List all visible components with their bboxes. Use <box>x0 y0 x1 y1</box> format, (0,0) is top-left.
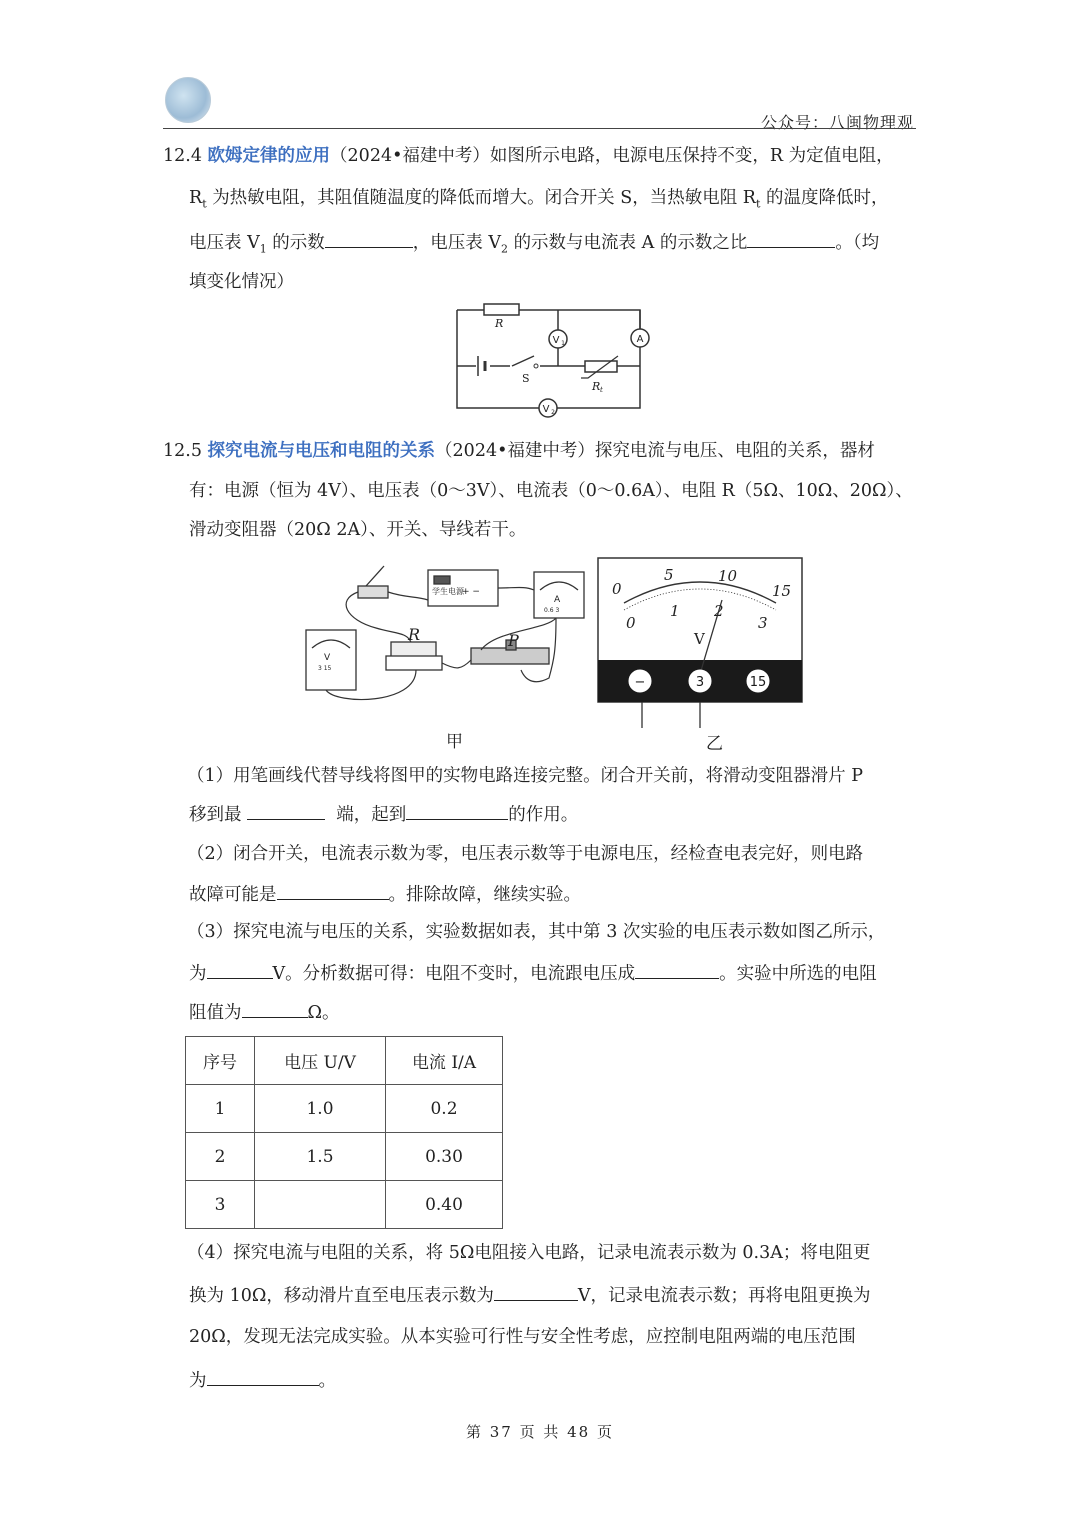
q124-line4: 填变化情况） <box>189 272 294 292</box>
q125-p1-b: 移到最 端，起到 的作用。 <box>189 801 578 827</box>
answer-blank <box>747 229 835 248</box>
q125-p4-a: （4）探究电流与电阻的关系，将 5Ω电阻接入电路，记录电流表示数为 0.3A；将电阻更 <box>187 1243 871 1263</box>
logo <box>165 77 211 123</box>
svg-text:15: 15 <box>772 582 792 600</box>
q125-p4-e: 为 。 <box>189 1367 336 1393</box>
q125-p3-b: 为 V。分析数据可得：电阻不变时，电流跟电压成 。实验中所选的电阻 <box>189 960 877 986</box>
svg-text:0.6 3: 0.6 3 <box>544 607 560 614</box>
answer-blank <box>207 960 273 979</box>
q125-p1-a: （1）用笔画线代替导线将图甲的实物电路连接完整。闭合开关前，将滑动变阻器滑片 P <box>187 766 863 786</box>
answer-blank <box>207 1367 319 1386</box>
table-cell <box>255 1181 386 1229</box>
svg-text:10: 10 <box>718 567 738 585</box>
answer-blank <box>635 960 719 979</box>
caption-yi: 乙 <box>706 734 723 754</box>
q125-p3-a: （3）探究电流与电压的关系，实验数据如表，其中第 3 次实验的电压表示数如图乙所示， <box>187 922 886 942</box>
supply-label: 学生电源 <box>432 587 464 596</box>
q125-p4-d: 20Ω，发现无法完成实验。从本实验可行性与安全性考虑，应控制电阻两端的电压范围 <box>189 1327 856 1347</box>
table-row <box>186 1181 503 1229</box>
q125-p4-b: 换为 10Ω，移动滑片直至电压表示数为 V，记录电流表示数；再将电阻更换为 <box>189 1282 870 1308</box>
q125-line3: 滑动变阻器（20Ω 2A）、开关、导线若干。 <box>189 520 527 540</box>
figure-jia-apparatus <box>296 560 596 710</box>
q124-line1: 12.4 欧姆定律的应用（2024•福建中考）如图所示电路，电源电压保持不变，R 为定值电阻， <box>163 146 894 166</box>
table-cell: 1 <box>186 1085 255 1133</box>
table-row <box>186 1085 503 1133</box>
q125-p2-b: 故障可能是 。排除故障，继续实验。 <box>189 881 581 907</box>
svg-text:+ −: + − <box>462 587 480 597</box>
label-Rt: R <box>592 380 601 393</box>
scale-bottom: 0 <box>626 614 636 632</box>
caption-jia: 甲 <box>446 732 463 752</box>
svg-text:A: A <box>636 334 644 345</box>
table-cell: 1.5 <box>255 1133 386 1181</box>
q125-p2-a: （2）闭合开关，电流表示数为零，电压表示数等于电源电压，经检查电表完好，则电路 <box>187 844 864 864</box>
answer-blank <box>247 801 325 820</box>
svg-text:−: − <box>634 675 646 690</box>
table-cell: 0.30 <box>386 1133 503 1181</box>
label-R: R <box>495 317 504 330</box>
svg-text:1: 1 <box>561 340 565 347</box>
svg-text:2: 2 <box>714 602 724 620</box>
svg-text:3: 3 <box>695 675 705 690</box>
svg-text:2: 2 <box>551 409 555 416</box>
svg-text:t: t <box>600 386 603 394</box>
table-cell: 3 <box>186 1181 255 1229</box>
answer-blank <box>277 881 389 900</box>
label-P: P <box>508 631 519 650</box>
table-cell: 0.2 <box>386 1085 503 1133</box>
q125-line1: 12.5 探究电流与电压和电阻的关系（2024•福建中考）探究电流与电压、电阻的关系，器材 <box>163 441 875 461</box>
circuit-diagram <box>440 300 660 420</box>
answer-blank <box>406 801 508 820</box>
q124-topic: 欧姆定律的应用 <box>207 146 331 166</box>
table-header-row <box>186 1037 503 1085</box>
svg-text:5: 5 <box>664 566 674 584</box>
table-cell: 2 <box>186 1133 255 1181</box>
figure-yi-voltmeter <box>596 556 806 732</box>
header-account: 公众号：八闽物理观 <box>760 113 914 132</box>
q124-line2: $R_t$ 为热敏电阻，其阻值随温度的降低而增大。闭合开关 S，当热敏电阻 $R_t$ 的温度降低时， <box>189 188 889 211</box>
table-cell: 1.0 <box>255 1085 386 1133</box>
table-header: 电流 I/A <box>386 1037 503 1085</box>
q125-p3-e: 阻值为 Ω。 <box>189 999 340 1025</box>
label-S: S <box>522 372 530 385</box>
answer-blank <box>494 1282 578 1301</box>
answer-blank <box>242 999 308 1018</box>
scale-top: 0 <box>612 580 622 598</box>
svg-text:1: 1 <box>670 602 680 620</box>
q124-line3: 电压表 $V_1$ 的示数 ，电压表 $V_2$ 的示数与电流表 A 的示数之比 。（均 <box>189 229 879 262</box>
table-header: 序号 <box>186 1037 255 1085</box>
svg-text:V: V <box>324 653 331 663</box>
label-R: R <box>408 625 421 644</box>
table-header: 电压 U/V <box>255 1037 386 1085</box>
table-cell: 0.40 <box>386 1181 503 1229</box>
q125-topic: 探究电流与电压和电阻的关系 <box>207 441 436 461</box>
svg-text:3: 3 <box>758 614 768 632</box>
svg-text:V: V <box>552 335 560 346</box>
svg-text:A: A <box>554 595 561 605</box>
q125-line2: 有：电源（恒为 4V）、电压表（0～3V）、电流表（0～0.6A）、电阻 R（5Ω、10Ω、20Ω）、 <box>189 481 913 501</box>
page-footer: 第 37 页 共 48 页 <box>465 1423 614 1441</box>
answer-blank <box>325 229 413 248</box>
data-table <box>185 1036 503 1229</box>
svg-text:V: V <box>542 404 550 415</box>
svg-text:3 15: 3 15 <box>318 665 332 672</box>
unit-label: V <box>694 630 705 648</box>
svg-text:15: 15 <box>749 675 767 690</box>
table-row <box>186 1133 503 1181</box>
header-divider <box>163 128 916 129</box>
